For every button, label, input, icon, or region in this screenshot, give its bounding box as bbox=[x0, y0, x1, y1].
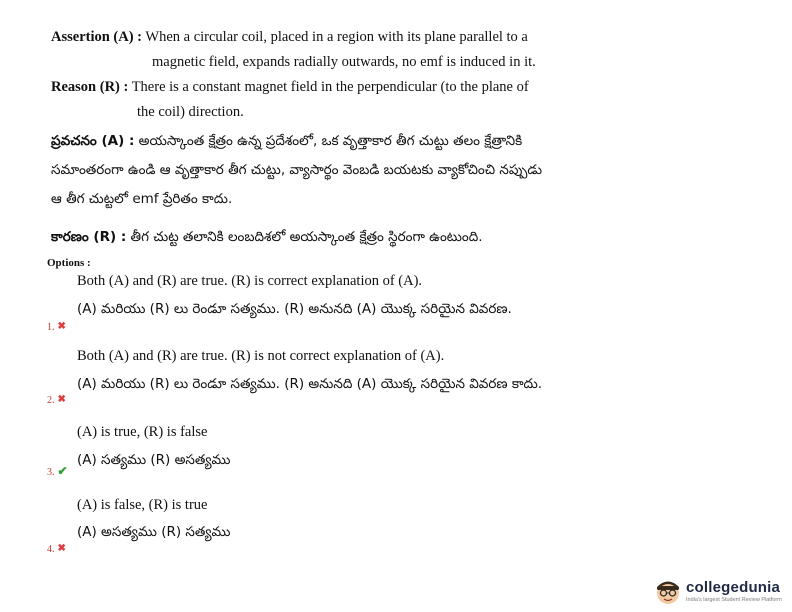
te-assertion-text-2: సమాంతరంగా ఉండి ఆ వృత్తాకార తీగ చుట్టు, వ్యాసార్థం వెంబడి బయటకు వ్యాకోచించి నప్పుడు bbox=[51, 162, 543, 178]
option-2-number[interactable] bbox=[47, 390, 66, 408]
options-label: Options : bbox=[47, 257, 91, 269]
option-1-number[interactable] bbox=[47, 317, 66, 335]
option-4-num: 4. bbox=[47, 544, 55, 555]
te-reason-line bbox=[51, 229, 483, 248]
assertion-text-2: magnetic field, expands radially outwards, no emf is induced in it. bbox=[152, 54, 536, 70]
option-2-num: 2. bbox=[47, 395, 55, 406]
option-1-te[interactable]: (A) మరియు (R) లు రెండూ సత్యము. (R) అనునది (A) యొక్క సరియైన వివరణ. bbox=[77, 301, 512, 317]
te-assertion-text-3: ఆ తీగ చుట్టలో emf ప్రేరితం కాదు. bbox=[51, 191, 233, 207]
cross-icon: ✖ bbox=[57, 320, 66, 332]
option-3-num: 3. bbox=[47, 467, 55, 478]
option-3-en[interactable]: (A) is true, (R) is false bbox=[77, 424, 208, 440]
reason-text-1: There is a constant magnet field in the perpendicular (to the plane of bbox=[131, 79, 529, 95]
cross-icon: ✖ bbox=[57, 393, 66, 405]
te-reason-text: తీగ చుట్ట తలానికి లంబదిశలో అయస్కాంత క్షేత్రం స్థిరంగా ఉంటుంది. bbox=[130, 229, 483, 245]
assertion-text-1: When a circular coil, placed in a region with its plane parallel to a bbox=[145, 29, 528, 45]
assertion-label: Assertion (A) : bbox=[51, 29, 143, 45]
reason-label: Reason (R) : bbox=[51, 79, 129, 95]
te-assertion-label: ప్రవచనం (A) : bbox=[51, 133, 135, 149]
option-1-en[interactable]: Both (A) and (R) are true. (R) is correct explanation of (A). bbox=[77, 273, 423, 289]
reason-line-1 bbox=[51, 79, 529, 96]
te-assertion-line-1 bbox=[51, 133, 522, 152]
te-reason-label: కారణం (R) : bbox=[51, 229, 127, 245]
option-1-num: 1. bbox=[47, 322, 55, 333]
reason-text-2: the coil) direction. bbox=[137, 104, 244, 120]
mascot-icon bbox=[654, 578, 682, 606]
option-4-en[interactable]: (A) is false, (R) is true bbox=[77, 497, 208, 513]
option-4-number[interactable] bbox=[47, 539, 66, 557]
logo-name: collegedunia bbox=[686, 579, 781, 596]
te-assertion-text-1: అయస్కాంత క్షేత్రం ఉన్న ప్రదేశంలో, ఒక వృత్తాకార తీగ చుట్టు తలం క్షేత్రానికి bbox=[138, 133, 523, 149]
cross-icon: ✖ bbox=[57, 542, 66, 554]
option-4-te[interactable]: (A) అసత్యము (R) సత్యము bbox=[77, 524, 231, 540]
checkmark-icon: ✔ bbox=[57, 463, 68, 478]
option-3-number[interactable] bbox=[47, 462, 68, 480]
option-3-te[interactable]: (A) సత్యము (R) అసత్యము bbox=[77, 452, 231, 468]
logo-tagline: India's largest Student Review Platform bbox=[686, 597, 782, 603]
option-2-en[interactable]: Both (A) and (R) are true. (R) is not correct explanation of (A). bbox=[77, 348, 445, 364]
option-2-te[interactable]: (A) మరియు (R) లు రెండూ సత్యము. (R) అనునది (A) యొక్క సరియైన వివరణ కాదు. bbox=[77, 376, 543, 392]
collegedunia-logo bbox=[654, 576, 790, 608]
assertion-line-1 bbox=[51, 29, 528, 46]
